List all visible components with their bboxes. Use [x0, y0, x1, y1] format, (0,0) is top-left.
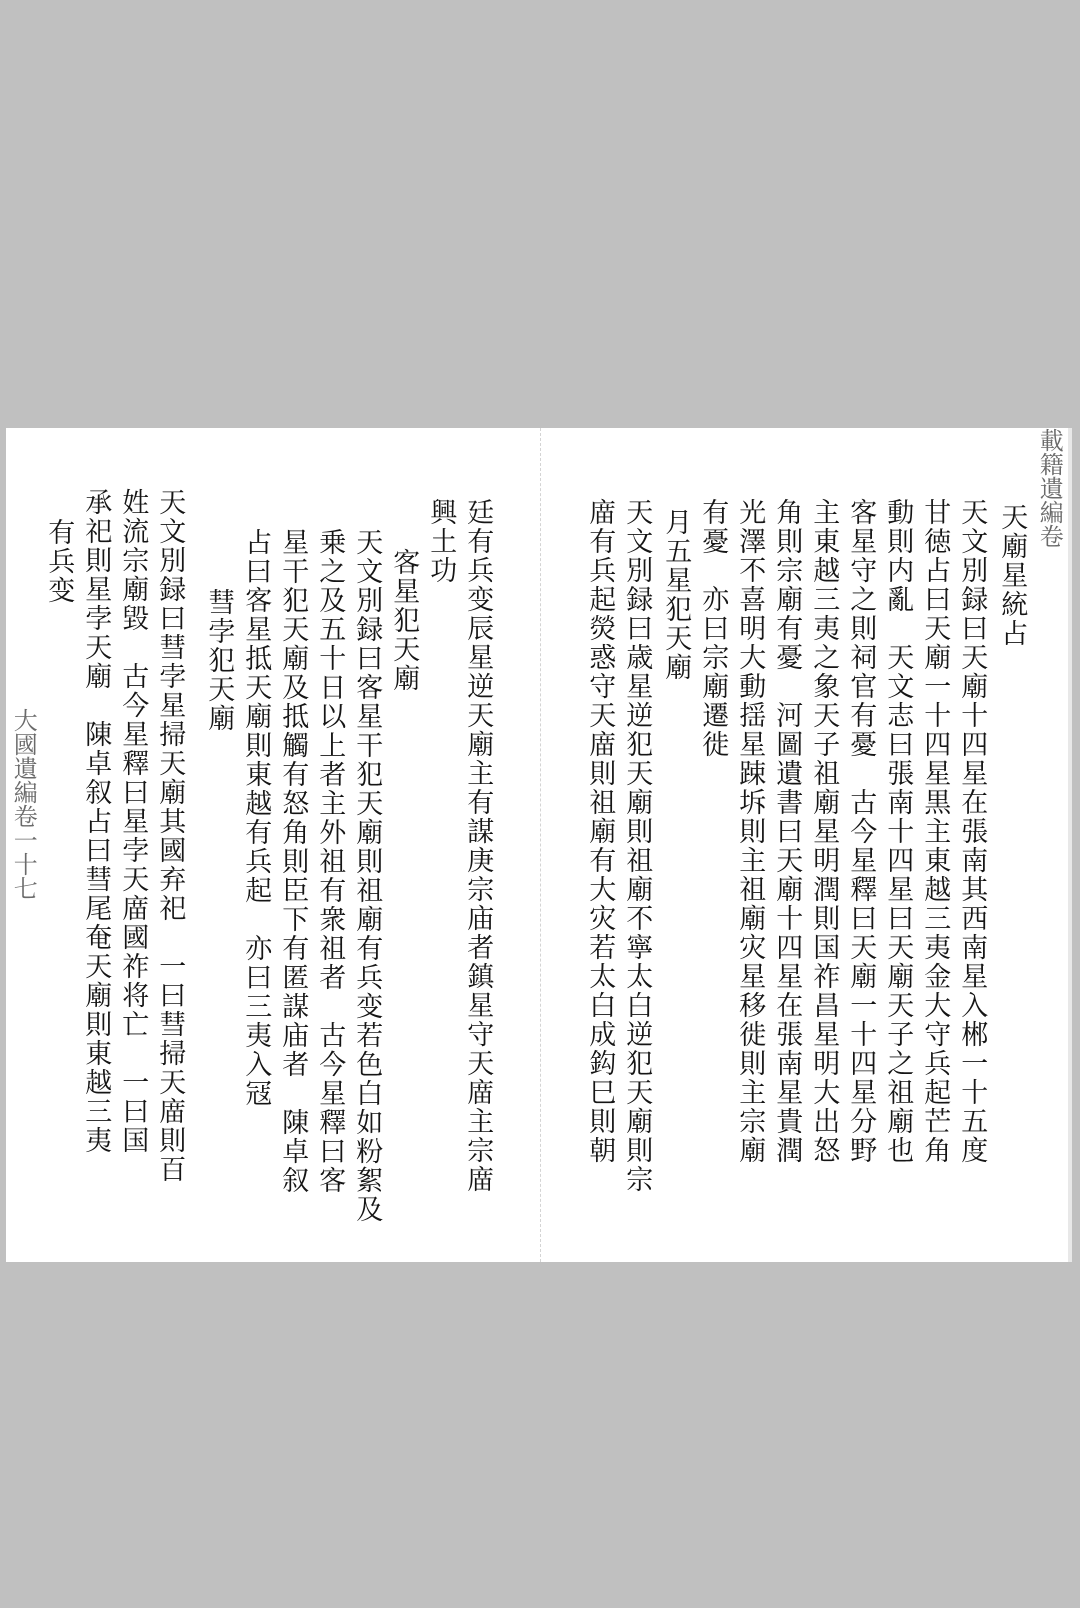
text-column: 廷有兵变辰星逆天廟主有謀庚宗庙者鎮星守天庿主宗庿	[462, 498, 494, 1194]
text-column: 天文別録曰天廟十四星在張南其西南星入郴一十五度	[956, 498, 988, 1165]
section-heading: 客星犯天廟	[388, 548, 420, 693]
text-column: 天文別録曰歳星逆犯天廟則祖廟不寧太白逆犯天廟則宗	[621, 498, 653, 1194]
text-column: 光澤不喜明大動揺星踈坼則主祖廟灾星移徙則主宗廟	[734, 498, 766, 1165]
section-heading: 天廟星統占	[996, 503, 1028, 648]
text-column: 有兵变	[43, 518, 75, 605]
text-column: 客星守之則祠官有憂 古今星釋曰天廟一十四星分野	[845, 498, 877, 1165]
text-column: 天文別録曰彗孛星掃天廟其國弃祀 一曰彗掃天庿則百	[154, 488, 186, 1184]
running-header: 載籍遺編卷	[1035, 428, 1064, 548]
text-column: 角則宗廟有憂 河圖遺書曰天廟十四星在張南星貴潤	[771, 498, 803, 1165]
text-column: 天文別録曰客星干犯天廟則祖廟有兵变若色白如粉絮及	[351, 528, 383, 1224]
text-column: 星干犯天廟及抵觸有怒角則臣下有匿謀庙者 陳卓叙	[277, 528, 309, 1195]
section-heading: 彗孛犯天廟	[203, 588, 235, 733]
text-column: 甘徳占曰天廟一十四星黒主東越三夷金大守兵起芒角	[919, 498, 951, 1165]
page-fold	[540, 428, 541, 1262]
text-column: 占曰客星抵天廟則東越有兵起 亦曰三夷入冦	[240, 528, 272, 1108]
text-column: 主東越三夷之象天子祖廟星明潤則国祚昌星明大出怒	[808, 498, 840, 1165]
text-column: 承祀則星孛天廟 陳卓叙占曰彗尾奄天廟則東越三夷	[80, 488, 112, 1155]
page-edge	[1068, 428, 1072, 1262]
page-edge-label: 大國遺編卷一十七	[9, 708, 38, 900]
text-column: 動則内亂 天文志曰張南十四星曰天廟天子之祖廟也	[882, 498, 914, 1165]
scanned-page	[6, 428, 1072, 1262]
text-column: 乗之及五十日以上者主外祖有衆祖者 古今星釋曰客	[314, 528, 346, 1195]
text-column: 庿有兵起熒惑守天庿則祖廟有大灾若太白成鈎巳則朝	[584, 498, 616, 1165]
text-column: 有憂 亦曰宗廟遷徙	[697, 498, 729, 759]
text-column: 姓流宗廟毀 古今星釋曰星孛天庿國祚将亡 一曰国	[117, 488, 149, 1155]
text-column: 興土功	[425, 498, 457, 585]
section-heading: 月五星犯天廟	[660, 508, 692, 682]
